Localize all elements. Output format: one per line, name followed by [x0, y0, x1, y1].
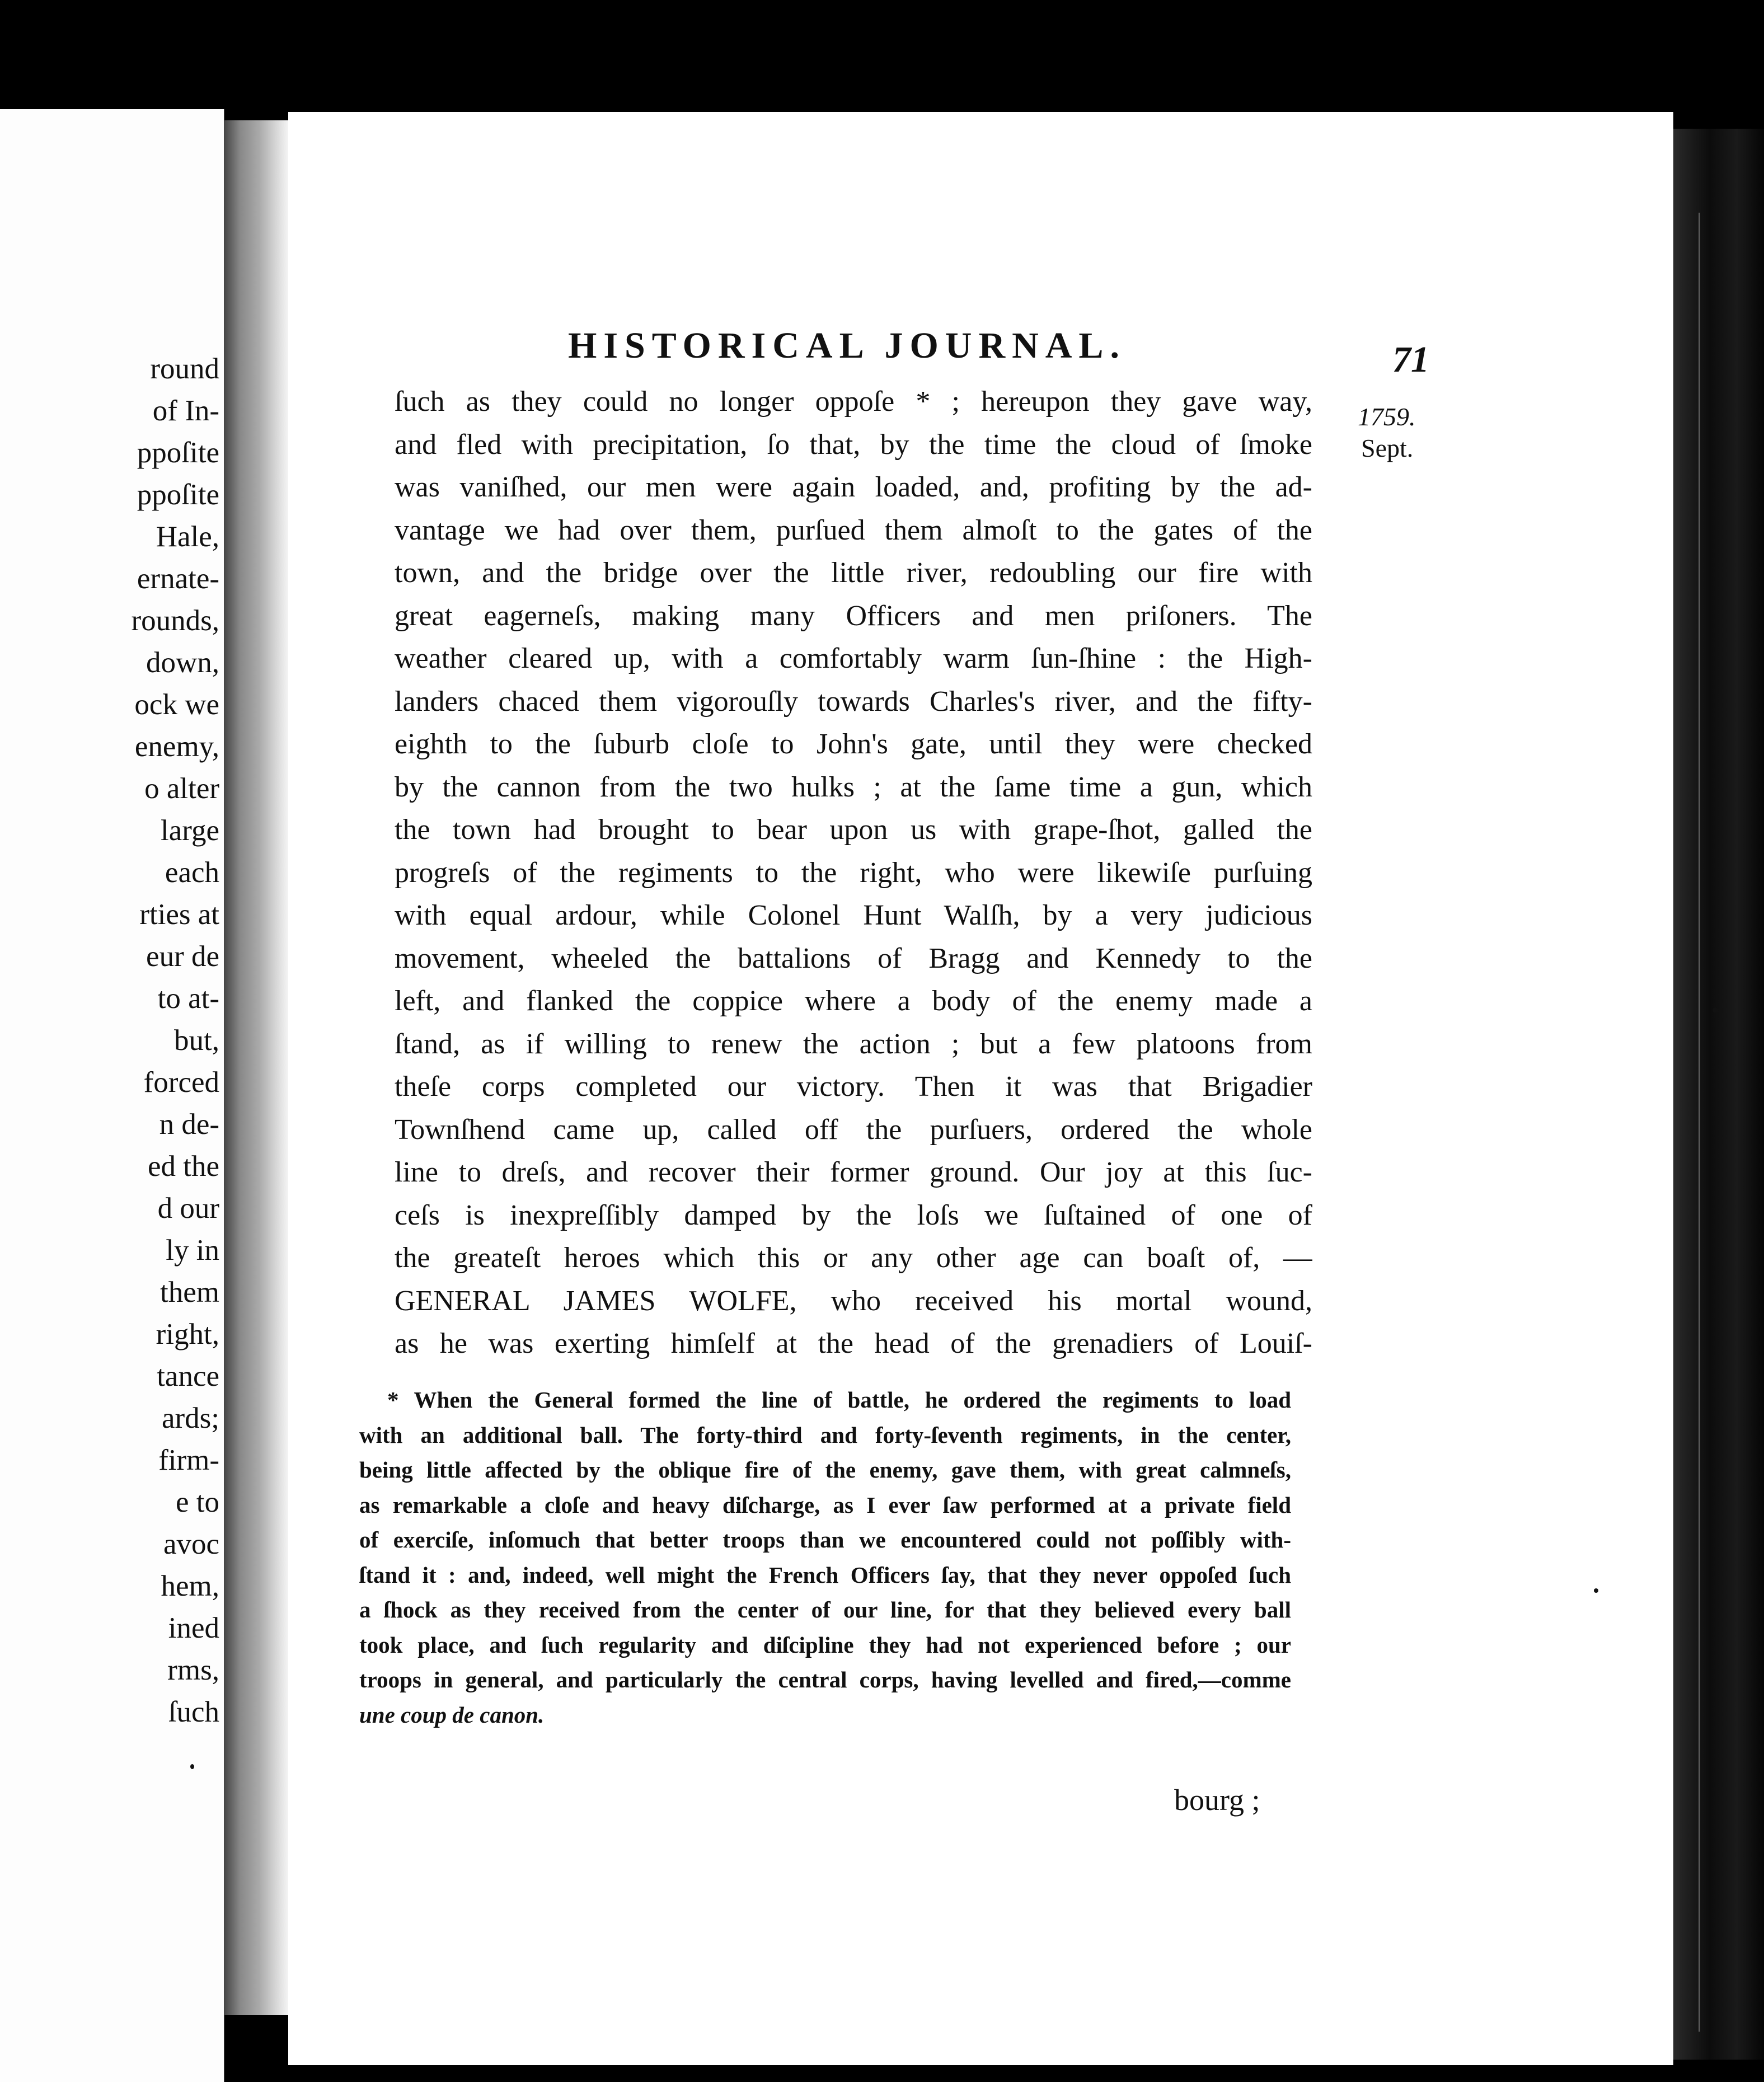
catchword: bourg ; — [1174, 1783, 1260, 1817]
footnote — [359, 1382, 1291, 1732]
left-page-line: ppoſite — [137, 437, 219, 469]
footnote-line: ſtand it : and, indeed, well might the French Officers ſay, that they never oppoſed ſuch — [359, 1562, 1291, 1588]
footnote-line — [359, 1698, 1291, 1733]
left-page-line: o alter — [144, 772, 219, 805]
footnote-line: a ſhock as they received from the center of our line, for that they believed every ball — [359, 1597, 1291, 1623]
footnote-line: with an additional ball. The forty-third and forty-ſeventh regiments, in the center, — [359, 1422, 1291, 1448]
page-block-edge-line — [1699, 213, 1700, 2032]
body-line: was vaniſhed, our men were again loaded, and, profiting by the ad- — [395, 471, 1312, 503]
left-page-line: forced — [143, 1066, 219, 1099]
body-line: ſtand, as if willing to renew the action ; but a few platoons from — [395, 1028, 1312, 1060]
left-page-line: ppoſite — [137, 479, 219, 511]
body-line: line to dreſs, and recover their former ground. Our joy at this ſuc- — [395, 1156, 1312, 1188]
scan-speck — [1594, 1588, 1598, 1593]
left-page-line: Hale, — [156, 520, 219, 553]
body-line: movement, wheeled the battalions of Bragg and Kennedy to the — [395, 942, 1312, 974]
left-page-line: firm- — [158, 1444, 219, 1476]
footnote-line: being little affected by the oblique fire of the enemy, gave them, with great calmneſs, — [359, 1457, 1291, 1483]
body-line: ceſs is inexpreſſibly damped by the loſs we ſuſtained of one of — [395, 1199, 1312, 1231]
left-page-line: ſuch — [168, 1696, 219, 1728]
footnote-line: took place, and ſuch regularity and diſcipline they had not experienced before ; our — [359, 1631, 1291, 1658]
body-line: weather cleared up, with a comfortably warm ſun-ſhine : the High- — [395, 643, 1312, 674]
left-page-line: of In- — [152, 395, 219, 427]
body-line: the greateſt heroes which this or any other age can boaſt of, — — [395, 1242, 1312, 1274]
left-page-line: e to — [176, 1486, 219, 1518]
left-page-line: large — [161, 814, 219, 847]
left-page-line: down, — [146, 646, 219, 679]
left-page-line: d our — [157, 1192, 219, 1225]
body-line: vantage we had over them, purſued them almoſt to the gates of the — [395, 514, 1312, 546]
left-page-line: them — [160, 1276, 219, 1309]
left-page-line: ly in — [166, 1234, 219, 1267]
margin-note-month: Sept. — [1361, 434, 1414, 462]
footnote-line: troops in general, and particularly the central corps, having levelled and fired,—comme — [359, 1667, 1291, 1692]
left-page-line: round — [150, 353, 219, 385]
body-line: left, and flanked the coppice where a body of the enemy made a — [395, 985, 1312, 1017]
left-page-line: rties at — [139, 898, 219, 931]
body-line: Townſhend came up, called off the purſuers, ordered the whole — [395, 1113, 1312, 1146]
body-line: eighth to the ſuburb cloſe to John's gate, until they were checked — [395, 728, 1312, 760]
left-page-line: tance — [157, 1360, 219, 1392]
left-page-line: ined — [168, 1612, 219, 1644]
left-page-line: rounds, — [131, 604, 219, 637]
left-page-line: hem, — [161, 1570, 219, 1602]
body-line: ſuch as they could no longer oppoſe * ; hereupon they gave way, — [395, 386, 1312, 418]
margin-note-year: 1759. — [1358, 402, 1416, 431]
left-page-line: n de- — [159, 1108, 219, 1141]
left-page-line: enemy, — [134, 730, 219, 763]
body-line: and fled with precipitation, ſo that, by the time the cloud of ſmoke — [395, 428, 1312, 461]
left-page-line: to at- — [157, 982, 219, 1015]
footnote-italic-phrase: une coup de canon. — [359, 1701, 545, 1728]
left-page-line: ards; — [161, 1402, 219, 1434]
footnote-line: * When the General formed the line of battle, he ordered the regiments to load — [387, 1387, 1291, 1413]
left-page-line: each — [165, 856, 219, 889]
body-line: with equal ardour, while Colonel Hunt Walſh, by a very judicious — [395, 899, 1312, 931]
left-page-line: ed the — [147, 1150, 219, 1183]
scan-speck — [1713, 1007, 1718, 1013]
left-page-line: rms, — [167, 1654, 219, 1686]
scan-speck — [190, 1764, 194, 1769]
body-line: progreſs of the regiments to the right, who were likewiſe purſuing — [395, 856, 1312, 889]
body-line: GENERAL JAMES WOLFE, who received his mortal wound, — [395, 1284, 1312, 1317]
body-line: landers chaced them vigorouſly towards Charles's river, and the fifty- — [395, 685, 1312, 718]
body-text — [395, 381, 1312, 1366]
body-line: the town had brought to bear upon us with grape-ſhot, galled the — [395, 814, 1312, 846]
body-line: as he was exerting himſelf at the head of the grenadiers of Louiſ- — [395, 1328, 1312, 1359]
page-block-edge — [1673, 129, 1764, 2060]
left-page-line: eur de — [146, 940, 219, 973]
body-line: town, and the bridge over the little river, redoubling our fire with — [395, 557, 1312, 589]
left-page-line: right, — [156, 1318, 219, 1351]
left-page-line: but, — [174, 1024, 219, 1057]
footnote-line: of exerciſe, inſomuch that better troops than we encountered could not poſſibly with- — [359, 1527, 1291, 1553]
left-page-line: avoc — [163, 1528, 219, 1560]
left-page-line: ernate- — [137, 562, 219, 595]
footnote-line: as remarkable a cloſe and heavy diſcharge, as I ever ſaw performed at a private field — [359, 1492, 1291, 1518]
body-line: great eagerneſs, making many Officers and men priſoners. The — [395, 599, 1312, 632]
body-line: theſe corps completed our victory. Then it was that Brigadier — [395, 1071, 1312, 1103]
running-head: HISTORICAL JOURNAL. — [568, 325, 1126, 366]
left-facing-page — [0, 109, 225, 2082]
left-page-line: ock we — [134, 688, 219, 721]
page-number: 71 — [1392, 339, 1429, 380]
body-line: by the cannon from the two hulks ; at the ſame time a gun, which — [395, 771, 1312, 803]
book-gutter-shadow — [224, 120, 288, 2015]
